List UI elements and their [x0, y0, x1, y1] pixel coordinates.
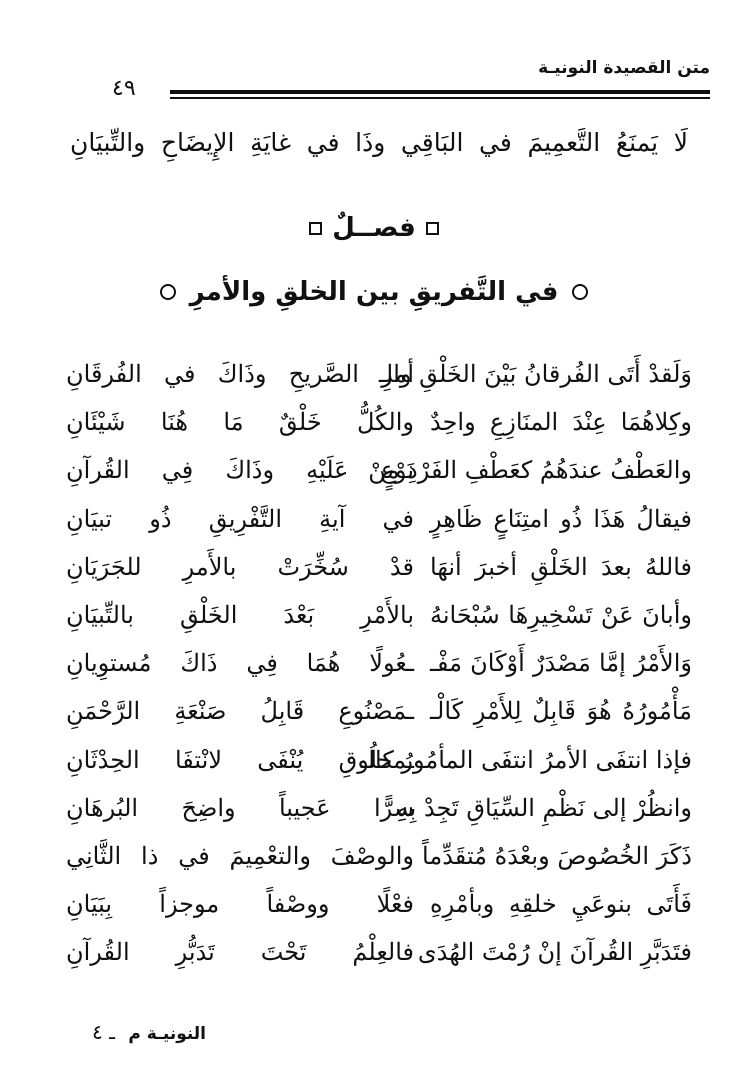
verse-first-hemistich: وانظُرْ إلى نَظْمِ السِّيَاقِ تَجِدْ بِهِ — [396, 793, 692, 822]
verse-first-hemistich: وأبانَ عَنْ تَسْخِيرِهَا سُبْحَانهُ — [430, 601, 692, 630]
verse-second-hemistich: والكُلُّ خَلْقٌ مَا هُنَا شَيْئَانِ — [66, 408, 414, 437]
verse-first-hemistich: مَأْمُورُهُ هُوَ قَابِلٌ لِلأَمْرِ كَالْـ — [430, 697, 692, 726]
verse-line — [66, 350, 692, 398]
verse-second-hemistich: والوصْفَ والتعْمِيمَ في ذا الثَّانِي — [66, 841, 414, 870]
verse-line — [66, 398, 692, 446]
verse-line — [66, 928, 692, 976]
verse-line — [66, 687, 692, 735]
verse-line — [66, 880, 692, 928]
section-heading-fasl — [0, 208, 748, 248]
footer-title: النونيـة م — [128, 1024, 207, 1044]
verse-first-hemistich: فاللهُ بعدَ الخَلْقِ أخبرَ أنهَا — [430, 552, 692, 581]
verse-second-hemistich: بالأَمْرِ بَعْدَ الخَلْقِ بالتِّبيَانِ — [66, 601, 414, 630]
verse-first-hemistich: فيقالُ هَذَا ذُو امتِنَاعٍ ظَاهِرٍ — [430, 504, 692, 533]
square-ornament-icon — [309, 222, 322, 235]
verse-line — [66, 591, 692, 639]
header-rule-thick — [170, 90, 710, 94]
intro-verse-line: لَا يَمنَعُ التَّعمِيمَ في البَاقِي وذَا في غايَةِ الإِيضَاحِ والتِّبيَانِ — [70, 128, 688, 157]
verse-first-hemistich: ذَكَرَ الخُصُوصَ وبعْدَهُ مُتقَدِّماً — [422, 841, 692, 870]
circle-ornament-icon — [160, 284, 176, 300]
verse-line — [66, 832, 692, 880]
verse-first-hemistich: فتَدَبَّرِ القُرآنَ إنْ رُمْتَ الهُدَى — [417, 938, 692, 967]
circle-ornament-icon — [572, 284, 588, 300]
verse-second-hemistich: نَوْعٍ عَلَيْهِ وذَاكَ فِي القُرآنِ — [66, 456, 414, 485]
verse-line — [66, 495, 692, 543]
verse-line — [66, 446, 692, 494]
fasl-title: فصــلٌ — [332, 213, 416, 243]
verse-line — [66, 543, 692, 591]
tafriq-title: في التَّفريقِ بين الخلقِ والأمرِ — [189, 277, 559, 307]
verse-second-hemistich: سِرًّا عَجيباً واضِحَ البُرهَانِ — [66, 793, 414, 822]
verse-second-hemistich: فالعِلْمُ تَحْتَ تَدَبُّرِ القُرآنِ — [66, 938, 414, 967]
verse-second-hemistich: ـمخلُوقِ يُنْفَى لانْتفَا الحِدْثَانِ — [66, 745, 414, 774]
page-number: ٤٩ — [112, 76, 136, 101]
verse-first-hemistich: وَلَقدْ أَتَى الفُرقانُ بَيْنَ الخَلْقِ والـ — [378, 360, 692, 389]
running-title: متن القصيدة النونيـة — [538, 58, 710, 78]
verse-line — [66, 784, 692, 832]
verse-second-hemistich: قدْ سُخِّرَتْ بالأَمرِ للجَرَيَانِ — [66, 552, 414, 581]
verse-first-hemistich: فَأَتَى بنوعَيِ خلقِهِ وبأمْرِهِ — [430, 890, 692, 919]
square-ornament-icon — [426, 222, 439, 235]
verse-first-hemistich: فإذا انتفَى الأمرُ انتفَى المأمُورُ كالـ — [360, 745, 692, 774]
header-rule-thin — [170, 97, 710, 99]
verse-list — [66, 350, 692, 976]
verse-second-hemistich: ـمَصْنُوعِ قَابِلُ صَنْعَةِ الرَّحْمَنِ — [66, 697, 414, 726]
verse-line — [66, 639, 692, 687]
verse-second-hemistich: أمرِ الصَّريحِ وذَاكَ في الفُرقَانِ — [66, 360, 414, 389]
verse-first-hemistich: والعَطْفُ عندَهُمُ كعَطْفِ الفَرْدِ مِنْ — [368, 456, 692, 485]
verse-second-hemistich: ـعُولًا هُمَا فِي ذَاكَ مُستوِيانِ — [66, 649, 414, 678]
verse-second-hemistich: فعْلًا ووصْفاً موجزاً بِبَيَانِ — [66, 890, 414, 919]
page-footer — [92, 1020, 206, 1044]
section-heading-tafriq — [0, 270, 748, 314]
verse-first-hemistich: وكِلاهُمَا عِنْدَ المنَازِعِ واحِدٌ — [430, 408, 692, 437]
verse-line — [66, 736, 692, 784]
verse-first-hemistich: وَالأَمْرُ إمَّا مَصْدَرٌ أَوْكَانَ مَفْـ — [430, 649, 692, 678]
verse-second-hemistich: في آيةِ التَّفْرِيقِ ذُو تبيَانِ — [66, 504, 414, 533]
footer-page-marker: ـ ٤ — [92, 1020, 115, 1044]
